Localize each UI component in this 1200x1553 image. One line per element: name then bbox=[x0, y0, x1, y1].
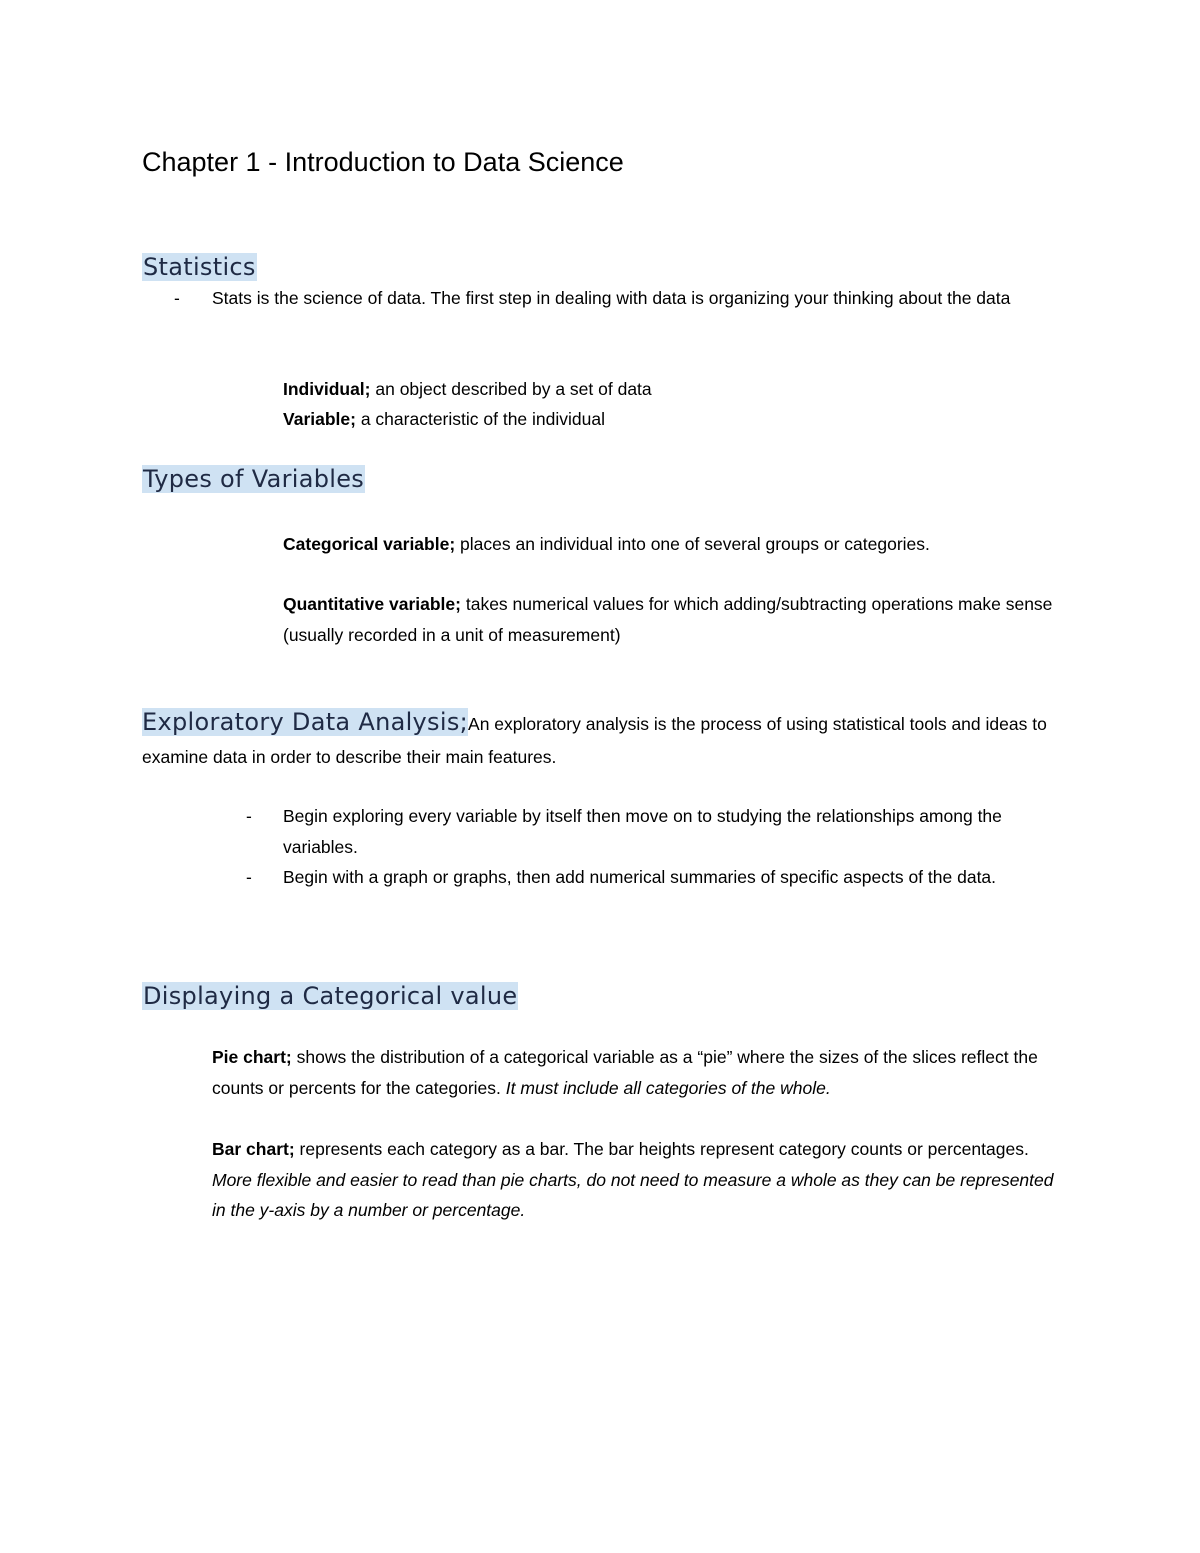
term-pie-chart: Pie chart; bbox=[212, 1047, 292, 1067]
eda-paragraph bbox=[142, 706, 1072, 774]
term-individual: Individual; bbox=[283, 379, 371, 399]
statistics-bullet-text: Stats is the science of data. The first step in dealing with data is organizing your thinking about the data bbox=[212, 288, 1011, 308]
definition-pie-chart-text: shows the distribution of a categorical variable as a “pie” where the sizes of the slices reflect the counts or percents for the categories. bbox=[212, 1047, 1038, 1098]
term-variable: Variable; bbox=[283, 409, 356, 429]
definition-variable bbox=[283, 404, 1083, 435]
heading-categorical-text: Displaying a Categorical value bbox=[143, 982, 518, 1010]
heading-statistics-text: Statistics bbox=[143, 253, 256, 281]
eda-bullet-1: Begin exploring every variable by itself then move on to studying the relationships among the variables. bbox=[283, 806, 1002, 857]
bullet-marker: - bbox=[246, 806, 252, 826]
definition-quantitative-variable bbox=[283, 589, 1073, 650]
term-categorical: Categorical variable; bbox=[283, 534, 456, 554]
heading-types-text: Types of Variables bbox=[143, 465, 365, 493]
definition-bar-chart-note: More flexible and easier to read than pie charts, do not need to measure a whole as they can be represented in the y-axis by a number or percentage. bbox=[212, 1169, 1054, 1220]
definition-individual-text: an object described by a set of data bbox=[370, 379, 652, 399]
definition-variable-text: a characteristic of the individual bbox=[355, 409, 605, 429]
bullet-marker: - bbox=[246, 867, 252, 887]
definition-individual bbox=[283, 374, 1083, 405]
bullet-marker: - bbox=[174, 288, 180, 308]
heading-types-of-variables bbox=[142, 463, 365, 495]
term-quantitative: Quantitative variable; bbox=[283, 594, 461, 614]
eda-text: An exploratory analysis is the process of using statistical tools and ideas to examine data in order to describe their main features. bbox=[142, 714, 1047, 767]
page-title: Chapter 1 - Introduction to Data Science bbox=[142, 147, 624, 177]
definition-pie-chart-note: It must include all categories of the whole. bbox=[505, 1077, 831, 1098]
definition-bar-chart bbox=[212, 1134, 1062, 1226]
eda-bullet-2: Begin with a graph or graphs, then add numerical summaries of specific aspects of the data. bbox=[283, 867, 997, 887]
heading-displaying-categorical bbox=[142, 980, 518, 1012]
definition-categorical-text: places an individual into one of several groups or categories. bbox=[455, 534, 930, 554]
definition-quantitative-text: takes numerical values for which adding/subtracting operations make sense (usually recorded in a unit of measurement) bbox=[283, 594, 1053, 645]
heading-eda: Exploratory Data Analysis; bbox=[142, 708, 469, 736]
definition-bar-chart-text: represents each category as a bar. The bar heights represent category counts or percentages. bbox=[294, 1139, 1029, 1159]
heading-statistics bbox=[142, 251, 257, 283]
term-bar-chart: Bar chart; bbox=[212, 1139, 295, 1159]
definition-categorical-variable bbox=[283, 529, 1073, 560]
definition-pie-chart bbox=[212, 1042, 1062, 1103]
